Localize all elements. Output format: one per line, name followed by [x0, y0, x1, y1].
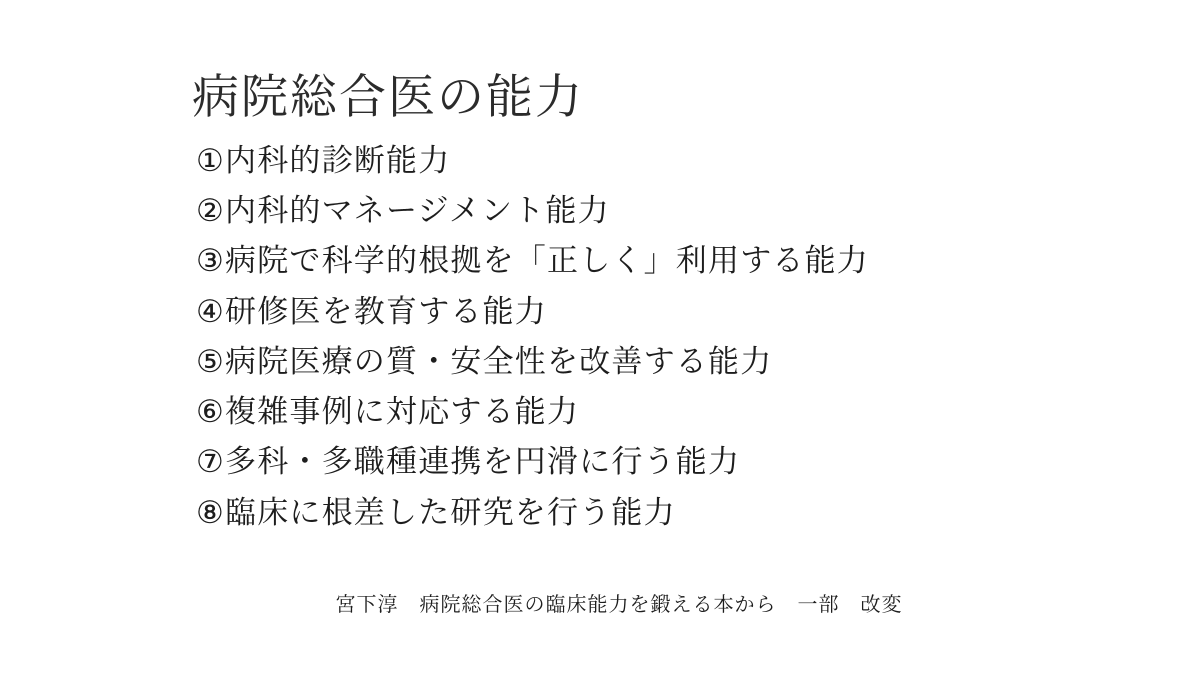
list-item: ④研修医を教育する能力: [196, 293, 547, 329]
page-title: 病院総合医の能力: [192, 70, 584, 124]
list-item: ⑦多科・多職種連携を円滑に行う能力: [196, 444, 741, 480]
source-citation: 宮下淳 病院総合医の臨床能力を鍛える本から 一部 改変: [335, 594, 903, 616]
list-item: ⑥複雑事例に対応する能力: [196, 394, 580, 430]
capability-list: [196, 136, 1096, 538]
list-item: ③病院で科学的根拠を「正しく」利用する能力: [196, 243, 869, 279]
list-item: ①内科的診断能力: [196, 143, 451, 178]
list-item: ⑧臨床に根差した研究を行う能力: [196, 494, 676, 530]
list-item: ⑤病院医療の質・安全性を改善する能力: [196, 343, 773, 379]
list-item: ②内科的マネージメント能力: [196, 193, 610, 229]
